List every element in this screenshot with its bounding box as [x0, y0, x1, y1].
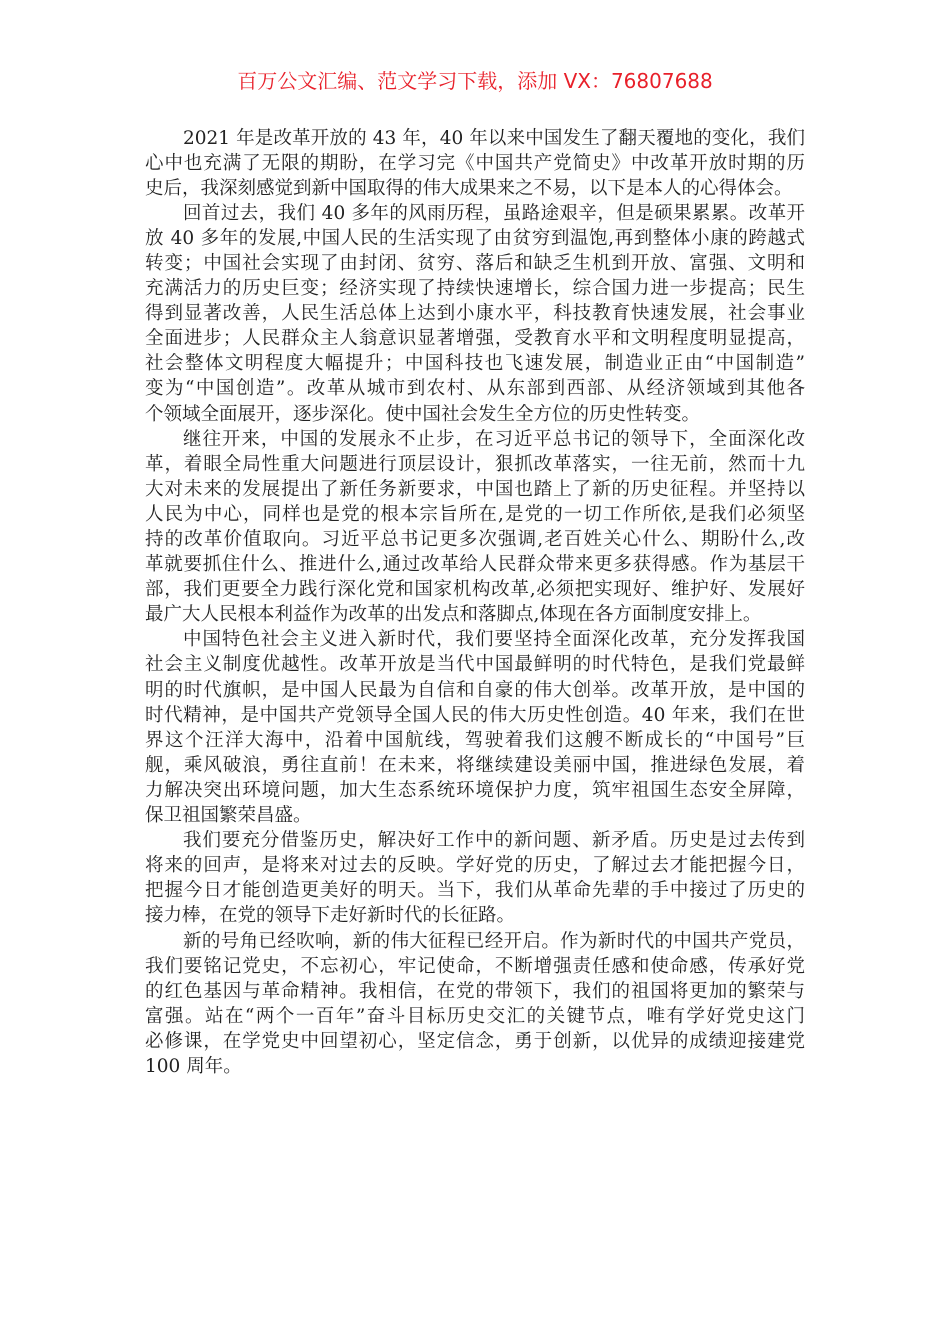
- text-line: 接力棒，在党的领导下走好新时代的长征路。: [145, 905, 516, 927]
- paragraph: [145, 201, 805, 427]
- paragraph: [145, 929, 805, 1080]
- text-line: 力解决突出环境问题，加大生态系统环境保护力度，筑牢祖国生态安全屏障，: [145, 779, 805, 801]
- paragraph: [145, 828, 805, 928]
- text-line: 继往开来，中国的发展永不止步，在习近平总书记的领导下，全面深化改: [183, 428, 805, 450]
- text-line: 革，着眼全局性重大问题进行顶层设计，狠抓改革落实，一往无前，然而十九: [145, 453, 805, 475]
- text-line: 大对未来的发展提出了新任务新要求，中国也踏上了新的历史征程。并坚持以: [145, 478, 805, 500]
- text-line: 把握今日才能创造更美好的明天。当下，我们从革命先辈的手中接过了历史的: [145, 880, 805, 902]
- text-line: 最广大人民根本利益作为改革的出发点和落脚点,体现在各方面制度安排上。: [145, 604, 762, 626]
- text-line: 全面进步；人民群众主人翁意识显著增强，受教育水平和文明程度明显提高，: [145, 328, 805, 350]
- text-line: 富强。站在“两个一百年”奋斗目标历史交汇的关键节点，唯有学好党史这门: [145, 1005, 805, 1027]
- text-line: 转变；中国社会实现了由封闭、贫穷、落后和缺乏生机到开放、富强、文明和: [145, 252, 805, 274]
- text-line: 中国特色社会主义进入新时代，我们要坚持全面深化改革，充分发挥我国: [183, 629, 805, 651]
- text-line: 界这个汪洋大海中，沿着中国航线，驾驶着我们这艘不断成长的“中国号”巨: [145, 729, 805, 751]
- text-line: 个领域全面展开，逐步深化。使中国社会发生全方位的历史性转变。: [145, 403, 701, 425]
- text-line: 部，我们更要全力践行深化党和国家机构改革,必须把实现好、维护好、发展好: [145, 579, 805, 601]
- text-line: 的红色基因与革命精神。我相信，在党的带领下，我们的祖国将更加的繁荣与: [145, 980, 805, 1002]
- text-line: 我们要铭记党史，不忘初心，牢记使命，不断增强责任感和使命感，传承好党: [145, 955, 805, 977]
- text-line: 放 40 多年的发展,中国人民的生活实现了由贫穷到温饱,再到整体小康的跨越式: [145, 227, 805, 249]
- text-line: 回首过去，我们 40 多年的风雨历程，虽路途艰辛，但是硕果累累。改革开: [183, 202, 805, 224]
- paragraph: [145, 427, 805, 628]
- text-line: 保卫祖国繁荣昌盛。: [145, 805, 312, 827]
- text-line: 心中也充满了无限的期盼，在学习完《中国共产党简史》中改革开放时期的历: [145, 152, 805, 174]
- text-line: 必修课，在学党史中回望初心，坚定信念，勇于创新，以优异的成绩迎接建党: [145, 1030, 805, 1052]
- text-line: 时代精神，是中国共产党领导全国人民的伟大历史性创造。40 年来，我们在世: [145, 704, 805, 726]
- text-line: 得到显著改善，人民生活总体上达到小康水平，科技教育快速发展，社会事业: [145, 303, 805, 325]
- text-line: 社会主义制度优越性。改革开放是当代中国最鲜明的时代特色，是我们党最鲜: [145, 654, 805, 676]
- text-line: 人民为中心，同样也是党的根本宗旨所在,是党的一切工作所依,是我们必须坚: [145, 503, 805, 525]
- text-line: 充满活力的历史巨变；经济实现了持续快速增长，综合国力进一步提高；民生: [145, 278, 805, 300]
- text-line: 明的时代旗帜，是中国人民最为自信和自豪的伟大创举。改革开放，是中国的: [145, 679, 805, 701]
- text-line: 新的号角已经吹响，新的伟大征程已经开启。作为新时代的中国共产党员，: [183, 930, 805, 952]
- watermark-header: 百万公文汇编、范文学习下载，添加 VX：76807688: [237, 69, 713, 93]
- text-line: 舰，乘风破浪，勇往直前！在未来，将继续建设美丽中国，推进绿色发展，着: [145, 754, 805, 776]
- text-line: 社会整体文明程度大幅提升；中国科技也飞速发展，制造业正由“中国制造”: [145, 353, 805, 375]
- text-line: 100 周年。: [145, 1055, 242, 1077]
- text-line: 我们要充分借鉴历史，解决好工作中的新问题、新矛盾。历史是过去传到: [183, 830, 805, 852]
- paragraph: [145, 627, 805, 828]
- text-line: 变为“中国创造”。改革从城市到农村、从东部到西部、从经济领域到其他各: [145, 378, 805, 400]
- text-line: 史后，我深刻感觉到新中国取得的伟大成果来之不易，以下是本人的心得体会。: [145, 177, 793, 199]
- text-line: 将来的回声，是将来对过去的反映。学好党的历史，了解过去才能把握今日，: [145, 855, 805, 877]
- text-line: 持的改革价值取向。习近平总书记更多次强调,老百姓关心什么、期盼什么,改: [145, 529, 805, 550]
- text-line: 革就要抓住什么、推进什么,通过改革给人民群众带来更多获得感。作为基层干: [145, 554, 805, 576]
- text-line: 2021 年是改革开放的 43 年，40 年以来中国发生了翻天覆地的变化，我们: [183, 127, 805, 149]
- document-body: [145, 126, 805, 1080]
- paragraph: [145, 126, 805, 201]
